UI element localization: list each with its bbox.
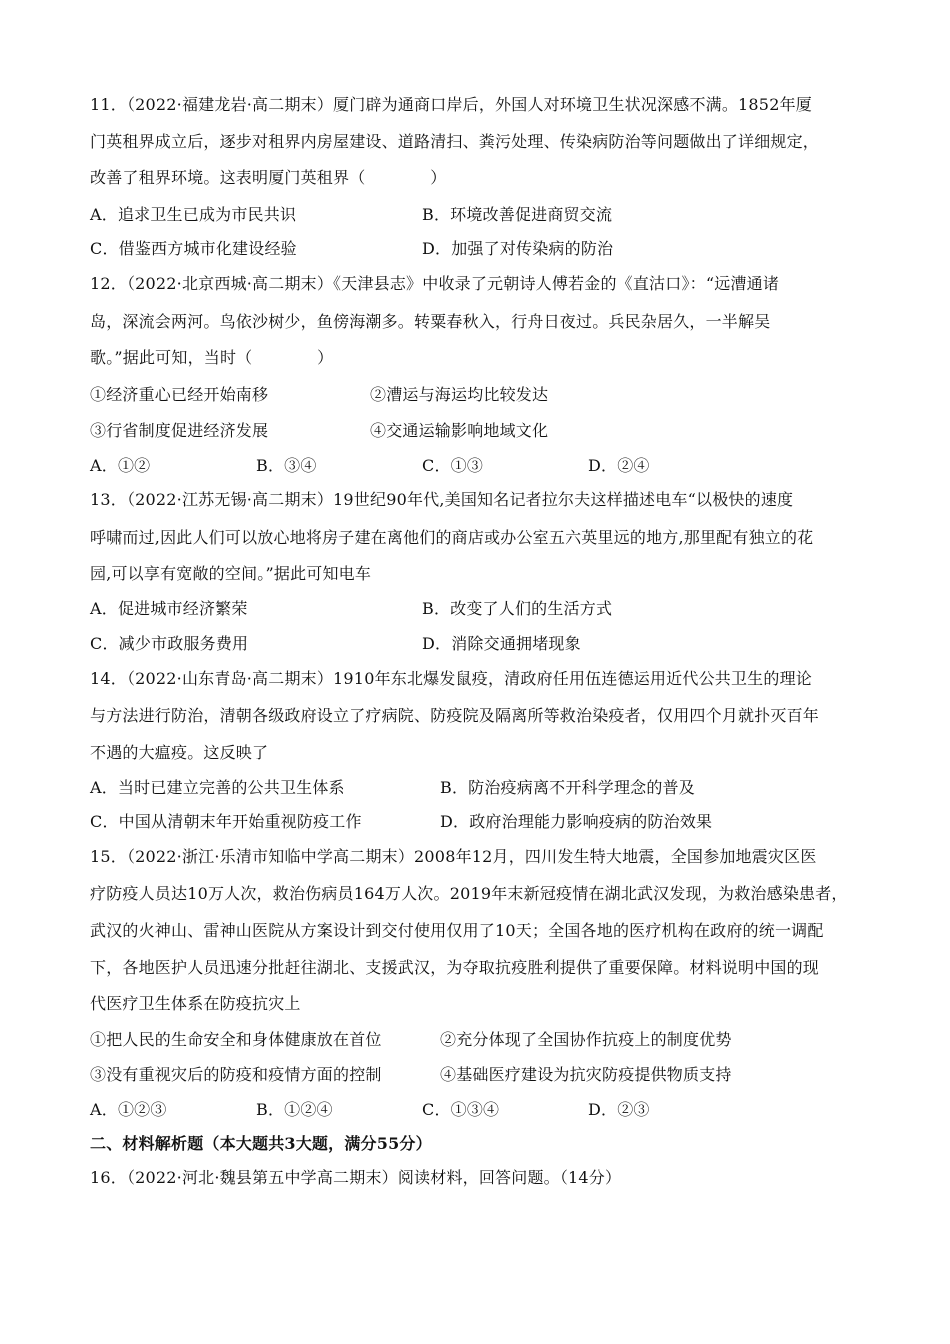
q14-option-a: A．当时已建立完善的公共卫生体系 xyxy=(90,778,345,797)
q12-statement-4: ④交通运输影响地域文化 xyxy=(370,421,549,440)
q14-stem-line-3: 不遇的大瘟疫。这反映了 xyxy=(90,743,269,762)
q14-stem-line-2: 与方法进行防治，清朝各级政府设立了疗病院、防疫院及隔离所等救治染疫者，仅用四个月就扑灭百年 xyxy=(90,706,820,725)
q15-stem-line-5: 代医疗卫生体系在防疫抗灾上 xyxy=(90,994,301,1013)
q14-option-d: D．政府治理能力影响疫病的防治效果 xyxy=(440,812,713,831)
q12-option-c: C．①③ xyxy=(422,456,484,475)
q13-stem-line-2: 呼啸而过,因此人们可以放心地将房子建在离他们的商店或办公室五六英里远的地方,那里配有独立的花 xyxy=(90,528,814,547)
q15-option-c: C．①③④ xyxy=(422,1100,500,1119)
q15-option-a: A．①②③ xyxy=(90,1100,167,1119)
q11-stem-line-3: 改善了租界环境。这表明厦门英租界（ ） xyxy=(90,168,447,187)
q12-option-b: B．③④ xyxy=(256,456,317,475)
q11-option-c: C．借鉴西方城市化建设经验 xyxy=(90,239,297,258)
q13-stem-line-1: 13．（2022·江苏无锡·高二期末）19世纪90年代,美国知名记者拉尔夫这样描述电车“以极快的速度 xyxy=(90,490,794,509)
q15-statement-3: ③没有重视灾后的防疫和疫情方面的控制 xyxy=(90,1065,382,1084)
q13-option-a: A．促进城市经济繁荣 xyxy=(90,599,248,618)
q15-statement-1: ①把人民的生命安全和身体健康放在首位 xyxy=(90,1030,382,1049)
q16-stem-line-1: 16．（2022·河北·魏县第五中学高二期末）阅读材料，回答问题。（14分） xyxy=(90,1168,622,1187)
q11-option-d: D．加强了对传染病的防治 xyxy=(422,239,614,258)
q14-stem-line-1: 14．（2022·山东青岛·高二期末）1910年东北爆发鼠疫，清政府任用伍连德运用近代公共卫生的理论 xyxy=(90,669,812,688)
q13-option-d: D．消除交通拥堵现象 xyxy=(422,634,581,653)
q12-stem-line-1: 12．（2022·北京西城·高二期末）《天津县志》中收录了元朝诗人傅若金的《直沽口》：“远漕通诸 xyxy=(90,274,780,293)
q15-statement-4: ④基础医疗建设为抗灾防疫提供物质支持 xyxy=(440,1065,732,1084)
q12-stem-line-3: 歌。”据此可知，当时（ ） xyxy=(90,348,334,367)
q15-stem-line-2: 疗防疫人员达10万人次，救治伤病员164万人次。2019年末新冠疫情在湖北武汉发现，为救治感染患者， xyxy=(90,884,848,903)
q12-option-d: D．②④ xyxy=(588,456,650,475)
q11-stem-line-2: 门英租界成立后，逐步对租界内房屋建设、道路清扫、粪污处理、传染病防治等问题做出了详细规定， xyxy=(90,132,820,151)
q11-stem-line-1: 11．（2022·福建龙岩·高二期末）厦门辟为通商口岸后，外国人对环境卫生状况深感不满。1852年厦 xyxy=(90,95,812,114)
section-2-heading: 二、材料解析题（本大题共3大题，满分55分） xyxy=(90,1134,432,1153)
q15-stem-line-1: 15．（2022·浙江·乐清市知临中学高二期末）2008年12月，四川发生特大地震，全国参加地震灾区医 xyxy=(90,847,817,866)
q15-stem-line-4: 下，各地医护人员迅速分批赶往湖北、支援武汉，为夺取抗疫胜利提供了重要保障。材料说明中国的现 xyxy=(90,958,820,977)
q12-statement-3: ③行省制度促进经济发展 xyxy=(90,421,269,440)
q15-option-b: B．①②④ xyxy=(256,1100,333,1119)
q14-option-b: B．防治疫病离不开科学理念的普及 xyxy=(440,778,695,797)
q13-option-c: C．减少市政服务费用 xyxy=(90,634,249,653)
q15-option-d: D．②③ xyxy=(588,1100,650,1119)
q13-option-b: B．改变了人们的生活方式 xyxy=(422,599,613,618)
q12-statement-1: ①经济重心已经开始南移 xyxy=(90,385,269,404)
q15-statement-2: ②充分体现了全国协作抗疫上的制度优势 xyxy=(440,1030,732,1049)
q12-stem-line-2: 岛，深流会两河。鸟依沙树少，鱼傍海潮多。转粟春秋入，行舟日夜过。兵民杂居久，一半解吴 xyxy=(90,312,771,331)
q11-option-b: B．环境改善促进商贸交流 xyxy=(422,205,613,224)
q11-option-a: A．追求卫生已成为市民共识 xyxy=(90,205,297,224)
q15-stem-line-3: 武汉的火神山、雷神山医院从方案设计到交付使用仅用了10天；全国各地的医疗机构在政府的统一调配 xyxy=(90,921,824,940)
q13-stem-line-3: 园,可以享有宽敞的空间。”据此可知电车 xyxy=(90,564,372,583)
q14-option-c: C．中国从清朝末年开始重视防疫工作 xyxy=(90,812,362,831)
q12-statement-2: ②漕运与海运均比较发达 xyxy=(370,385,549,404)
q12-option-a: A．①② xyxy=(90,456,151,475)
